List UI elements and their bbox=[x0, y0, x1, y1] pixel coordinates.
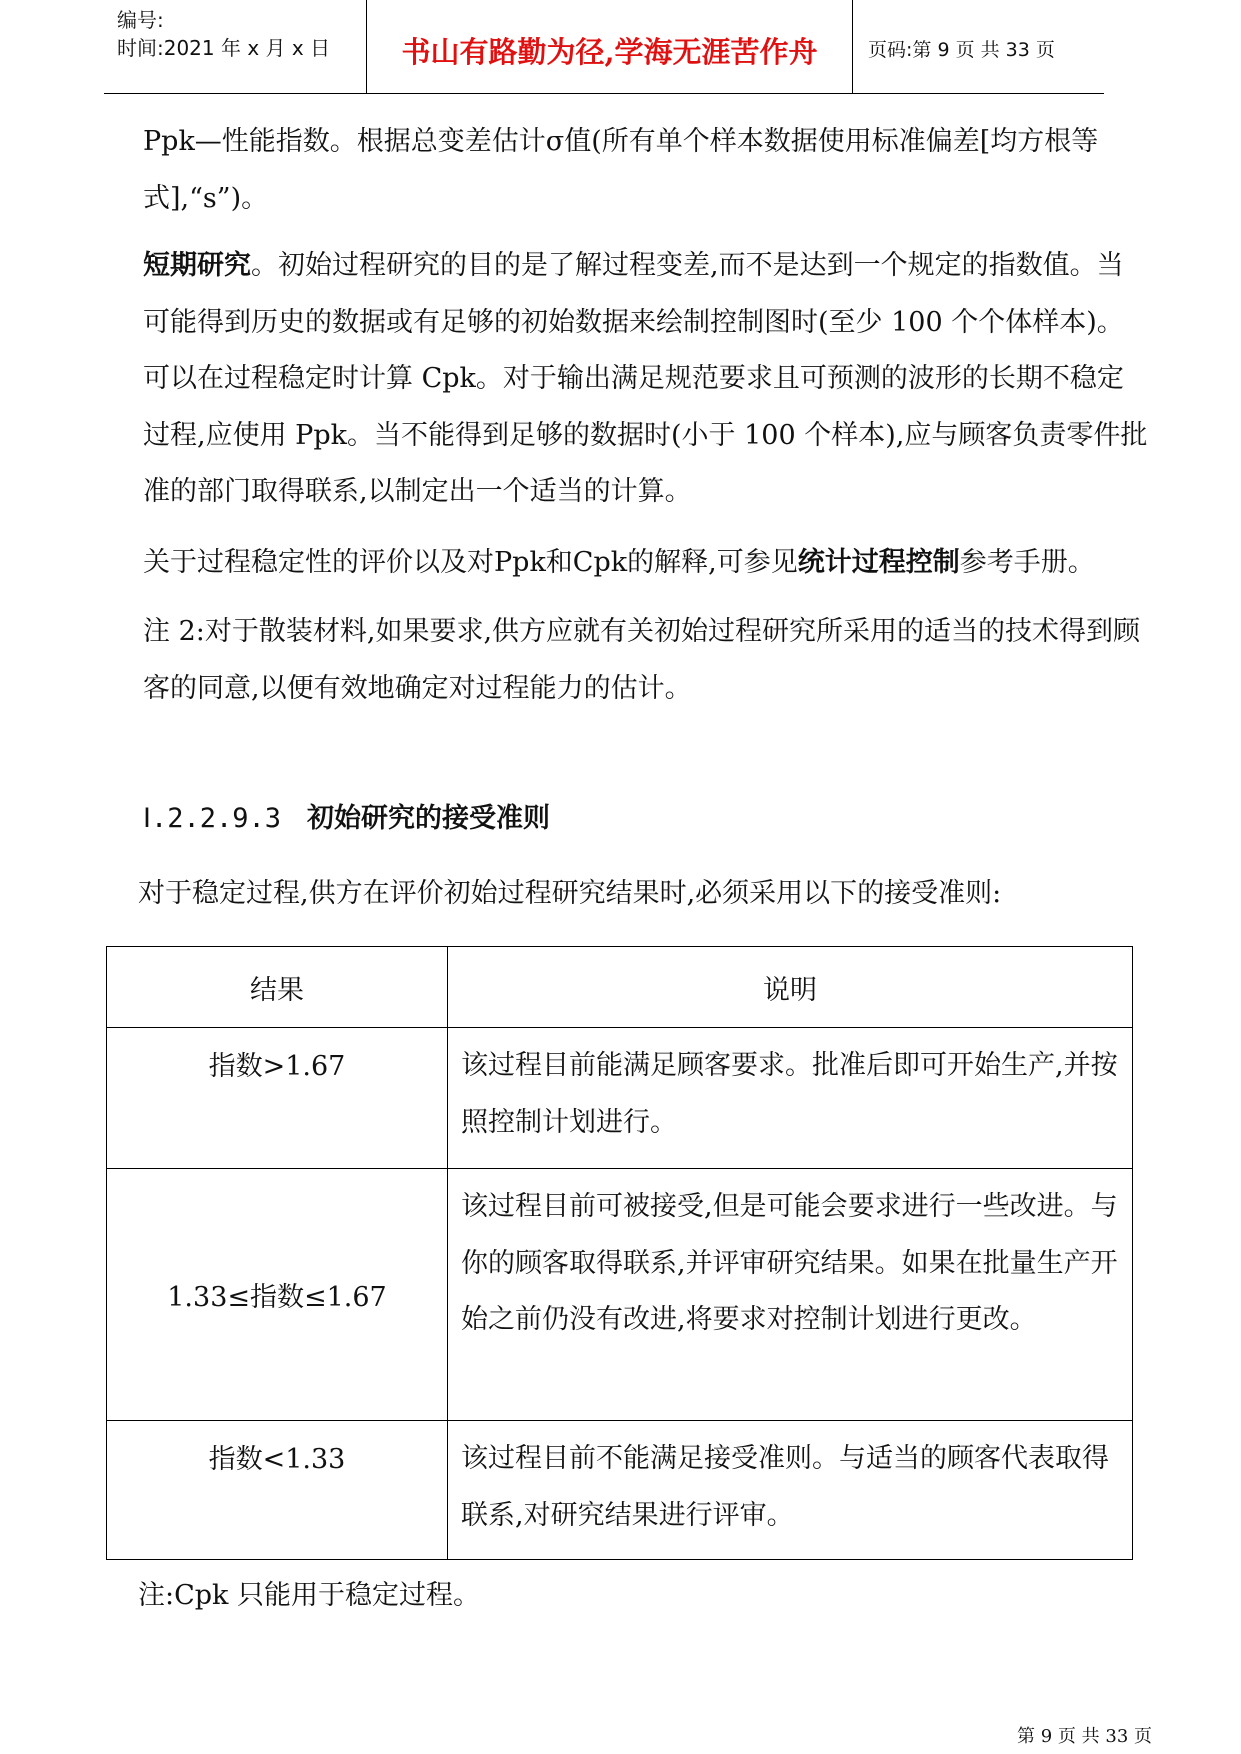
page-footer: 第 9 页 共 33 页 bbox=[1017, 1726, 1152, 1747]
term-spc: 统计过程控制 bbox=[797, 547, 960, 578]
paragraph-reference bbox=[143, 535, 1148, 592]
table-row bbox=[107, 1421, 1133, 1560]
reference-text-b: 参考手册。 bbox=[959, 547, 1095, 578]
note-cpk: 注:Cpk 只能用于稳定过程。 bbox=[138, 1580, 480, 1611]
section-number: Ⅰ.2.2.9.3 bbox=[143, 803, 282, 834]
description-cell: 该过程目前能满足顾客要求。批准后即可开始生产,并按照控制计划进行。 bbox=[448, 1028, 1133, 1169]
result-cell: 指数>1.67 bbox=[107, 1028, 448, 1169]
motto: 书山有路勤为径,学海无涯苦作舟 bbox=[401, 35, 818, 69]
paragraph-short-term-text: 。初始过程研究的目的是了解过程变差,而不是达到一个规定的指数值。当可能得到历史的数据或有足够的初始数据来绘制控制图时(至少 100 个个体样本)。可以在过程稳定时计算 Cpk。对于输出满足规范要求且可预测的波形的长期不稳定过程,应使用 Ppk。当不能得到足够的数据时(小于 100 个样本),应与顾客负责零件批准的部门取得联系,以制定出一个适当的计算。 bbox=[143, 250, 1148, 507]
section-heading bbox=[143, 796, 550, 835]
header-motto-cell bbox=[367, 0, 853, 93]
result-cell: 指数<1.33 bbox=[107, 1421, 448, 1560]
column-header-description: 说明 bbox=[448, 947, 1133, 1028]
description-cell: 该过程目前可被接受,但是可能会要求进行一些改进。与你的顾客取得联系,并评审研究结果。如果在批量生产开始之前仍没有改进,将要求对控制计划进行更改。 bbox=[448, 1169, 1133, 1421]
page-header bbox=[104, 0, 1104, 94]
result-cell: 1.33≤指数≤1.67 bbox=[107, 1169, 448, 1421]
header-page-label: 页码:第 9 页 共 33 页 bbox=[868, 39, 1055, 61]
section-title: 初始研究的接受准则 bbox=[307, 803, 551, 834]
reference-text-a: 关于过程稳定性的评价以及对Ppk和Cpk的解释,可参见 bbox=[143, 547, 798, 578]
column-header-result: 结果 bbox=[107, 947, 448, 1028]
table-row bbox=[107, 1169, 1133, 1421]
time-label: 时间:2021 年 x 月 x 日 bbox=[117, 36, 331, 60]
code-label: 编号: bbox=[117, 8, 164, 32]
header-page-cell bbox=[853, 0, 1104, 93]
paragraph-short-term-study bbox=[143, 238, 1148, 521]
table-header-row bbox=[107, 947, 1133, 1028]
header-info-cell bbox=[104, 0, 367, 93]
paragraph-ppk: Ppk—性能指数。根据总变差估计σ值(所有单个样本数据使用标准偏差[均方根等式],“s”)。 bbox=[143, 126, 1099, 214]
table-row bbox=[107, 1028, 1133, 1169]
term-short-term-study: 短期研究 bbox=[143, 250, 251, 281]
criteria-intro: 对于稳定过程,供方在评价初始过程研究结果时,必须采用以下的接受准则: bbox=[138, 878, 1002, 909]
criteria-table bbox=[106, 946, 1133, 1560]
paragraph-note-2: 注 2:对于散装材料,如果要求,供方应就有关初始过程研究所采用的适当的技术得到顾客的同意,以便有效地确定对过程能力的估计。 bbox=[143, 616, 1141, 704]
description-cell: 该过程目前不能满足接受准则。与适当的顾客代表取得联系,对研究结果进行评审。 bbox=[448, 1421, 1133, 1560]
